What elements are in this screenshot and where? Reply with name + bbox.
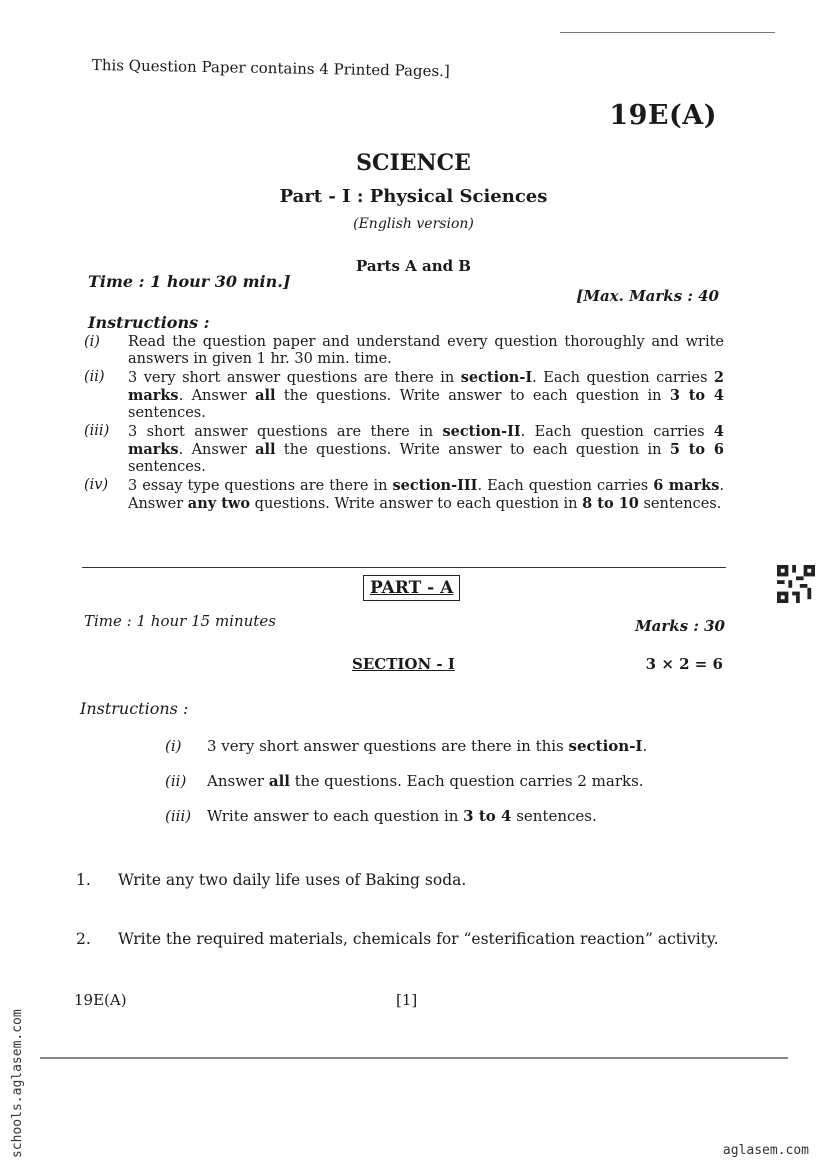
question-number: 2. (76, 930, 91, 948)
instruction-text: 3 essay type questions are there in section-III. Each question carries 6 marks. Answer any two questions. Write answer to each question in 8 to 10 sentences. (128, 477, 724, 512)
paper-code: 19E(A) (609, 100, 717, 131)
section-instruction-item: (i) 3 very short answer questions are there in this section-I. (165, 737, 648, 755)
instruction-number: (i) (84, 334, 100, 350)
instruction-item (84, 423, 724, 476)
general-instructions-list (84, 334, 724, 514)
part-a-time: Time : 1 hour 15 minutes (84, 612, 276, 630)
question-number: 1. (76, 871, 91, 889)
question-text: Write any two daily life uses of Baking soda. (118, 871, 467, 889)
question-item (76, 930, 719, 948)
page-number: [1] (396, 991, 418, 1009)
parts-label: Parts A and B (356, 257, 471, 275)
max-marks: [Max. Marks : 40 (576, 287, 719, 305)
subject-title: SCIENCE (356, 150, 471, 176)
instruction-number: (iv) (84, 477, 109, 493)
bottom-watermark: aglasem.com (722, 1143, 809, 1158)
instruction-item (84, 369, 724, 422)
question-text: Write the required materials, chemicals for “esterification reaction” activity. (118, 930, 719, 948)
footer-paper-code: 19E(A) (74, 991, 127, 1009)
printed-pages-note: This Question Paper contains 4 Printed Pages.] (91, 56, 450, 81)
part-a-label: PART - A (363, 575, 460, 601)
scan-artifact-line (560, 32, 775, 33)
section-title: SECTION - I (352, 655, 455, 673)
section-marks: 3 × 2 = 6 (645, 655, 723, 673)
instructions-heading: Instructions : (88, 313, 210, 332)
section-instruction-item: (ii) Answer all the questions. Each question carries 2 marks. (165, 772, 644, 790)
instruction-text: Read the question paper and understand every question thoroughly and write answers in given 1 hr. 30 min. time. (128, 334, 724, 367)
instruction-item (84, 334, 724, 368)
instruction-item (84, 477, 724, 513)
instruction-number: (iii) (84, 423, 110, 439)
part-title: Part - I : Physical Sciences (279, 186, 548, 207)
side-watermark: schools.aglasem.com (10, 1009, 25, 1158)
instruction-number: (ii) (84, 369, 105, 385)
scan-artifact-line (40, 1057, 788, 1059)
instruction-text: 3 short answer questions are there in section-II. Each question carries 4 marks. Answer all the questions. Write answer to each question in 5 to 6 sentences. (128, 423, 724, 475)
part-a-marks: Marks : 30 (635, 617, 725, 635)
divider-rule (82, 567, 726, 568)
version-label: (English version) (353, 216, 474, 232)
section-instruction-item: (iii) Write answer to each question in 3 to 4 sentences. (165, 807, 597, 825)
instruction-text: 3 very short answer questions are there in section-I. Each question carries 2 marks. Answer all the questions. Write answer to each question in 3 to 4 sentences. (128, 369, 724, 421)
qr-code-icon (776, 565, 816, 603)
question-item (76, 871, 466, 889)
total-time: Time : 1 hour 30 min.] (88, 272, 291, 291)
section-instructions-heading: Instructions : (80, 699, 189, 718)
